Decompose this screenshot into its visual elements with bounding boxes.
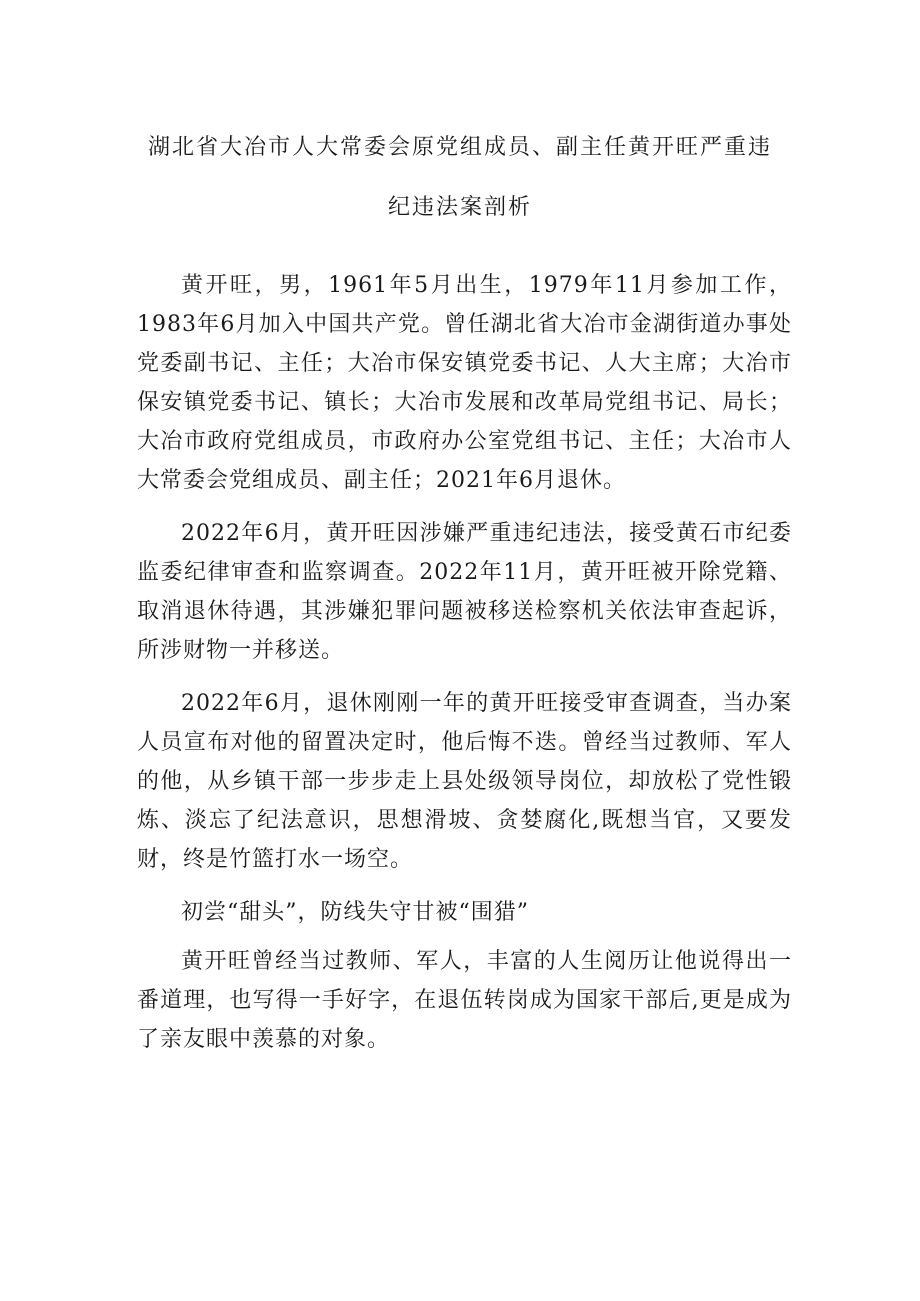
document-title-line-1: 湖北省大冶市人大常委会原党组成员、副主任黄开旺严重违 <box>147 135 772 160</box>
section-subheading: 初尝“甜头”，防线失守甘被“围猎” <box>181 900 529 925</box>
document-body <box>137 266 792 1073</box>
document-title-line-2: 纪违法案剖析 <box>387 195 532 220</box>
paragraph-background: 2022年6月，退休刚刚一年的黄开旺接受审查调查，当办案人员宣布对他的留置决定时，他后悔不迭。曾经当过教师、军人的他，从乡镇干部一步步走上县处级领导岗位，却放松了党性锻炼、淡忘了纪法意识，思想滑坡、贪婪腐化,既想当官，又要发财，终是竹篮打水一场空。 <box>137 691 792 872</box>
paragraph-section-intro: 黄开旺曾经当过教师、军人，丰富的人生阅历让他说得出一番道理，也写得一手好字，在退伍转岗成为国家干部后,更是成为了亲友眼中羡慕的对象。 <box>137 949 792 1052</box>
paragraph-biography: 黄开旺，男，1961年5月出生，1979年11月参加工作，1983年6月加入中国共产党。曾任湖北省大冶市金湖街道办事处党委副书记、主任；大冶市保安镇党委书记、人大主席；大冶市保安镇党委书记、镇长；大冶市发展和改革局党组书记、局长；大冶市政府党组成员，市政府办公室党组书记、主任；大冶市人大常委会党组成员、副主任；2021年6月退休。 <box>137 273 792 493</box>
paragraph-investigation: 2022年6月，黄开旺因涉嫌严重违纪违法，接受黄石市纪委监委纪律审查和监察调查。2022年11月，黄开旺被开除党籍、取消退休待遇，其涉嫌犯罪问题被移送检察机关依法审查起诉，所涉财物一并移送。 <box>137 521 792 663</box>
